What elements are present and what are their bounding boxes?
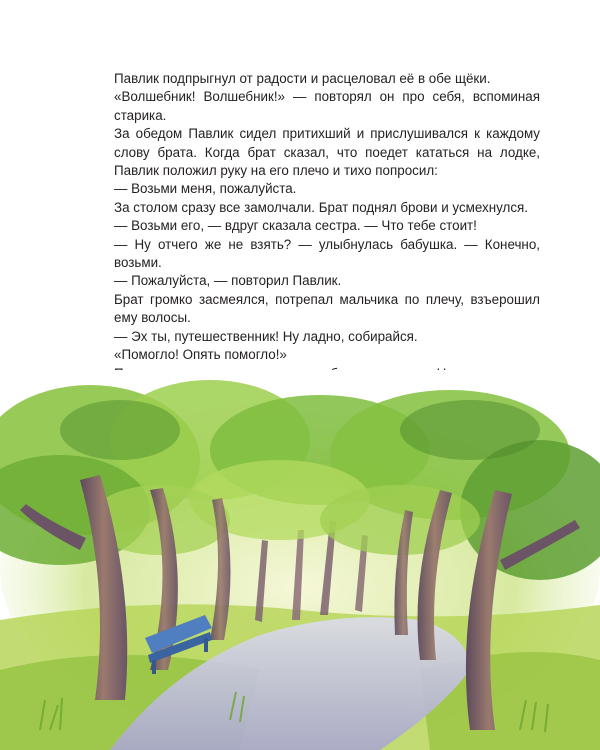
park-illustration — [0, 370, 600, 750]
paragraph: «Волшебник! Волшебник!» — повторял он про себя, вспоминая старика. — [114, 89, 540, 123]
paragraph: «Помогло! Опять помогло!» — [114, 347, 287, 363]
paragraph: За столом сразу все замолчали. Брат поднял брови и усмехнулся. — [114, 199, 529, 215]
paragraph: — Ну отчего же не взять? — улыбнулась бабушка. — Конечно, возьми. — [114, 236, 540, 271]
paragraph: — Возьми его, — вдруг сказала сестра. — Что тебе стоит! — [114, 218, 477, 234]
paragraph: За обедом Павлик сидел притихший и прислушивался к каждому слову брата. Когда брат сказал, что поедет кататься на лодке, Павлик положил руку на его плечо и тихо попросил: — [114, 126, 540, 179]
paragraph: — Пожалуйста, — повторил Павлик. — [114, 273, 342, 289]
paragraph: — Эх ты, путешественник! Ну ладно, собирайся. — [114, 328, 418, 344]
story-text — [114, 70, 540, 420]
paragraph: Брат громко засмеялся, потрепал мальчика по плечу, взъерошил ему волосы. — [114, 291, 540, 326]
paragraph: Павлик подпрыгнул от радости и расцеловал её в обе щёки. — [114, 71, 491, 86]
paragraph: — Возьми меня, пожалуйста. — [114, 181, 297, 197]
